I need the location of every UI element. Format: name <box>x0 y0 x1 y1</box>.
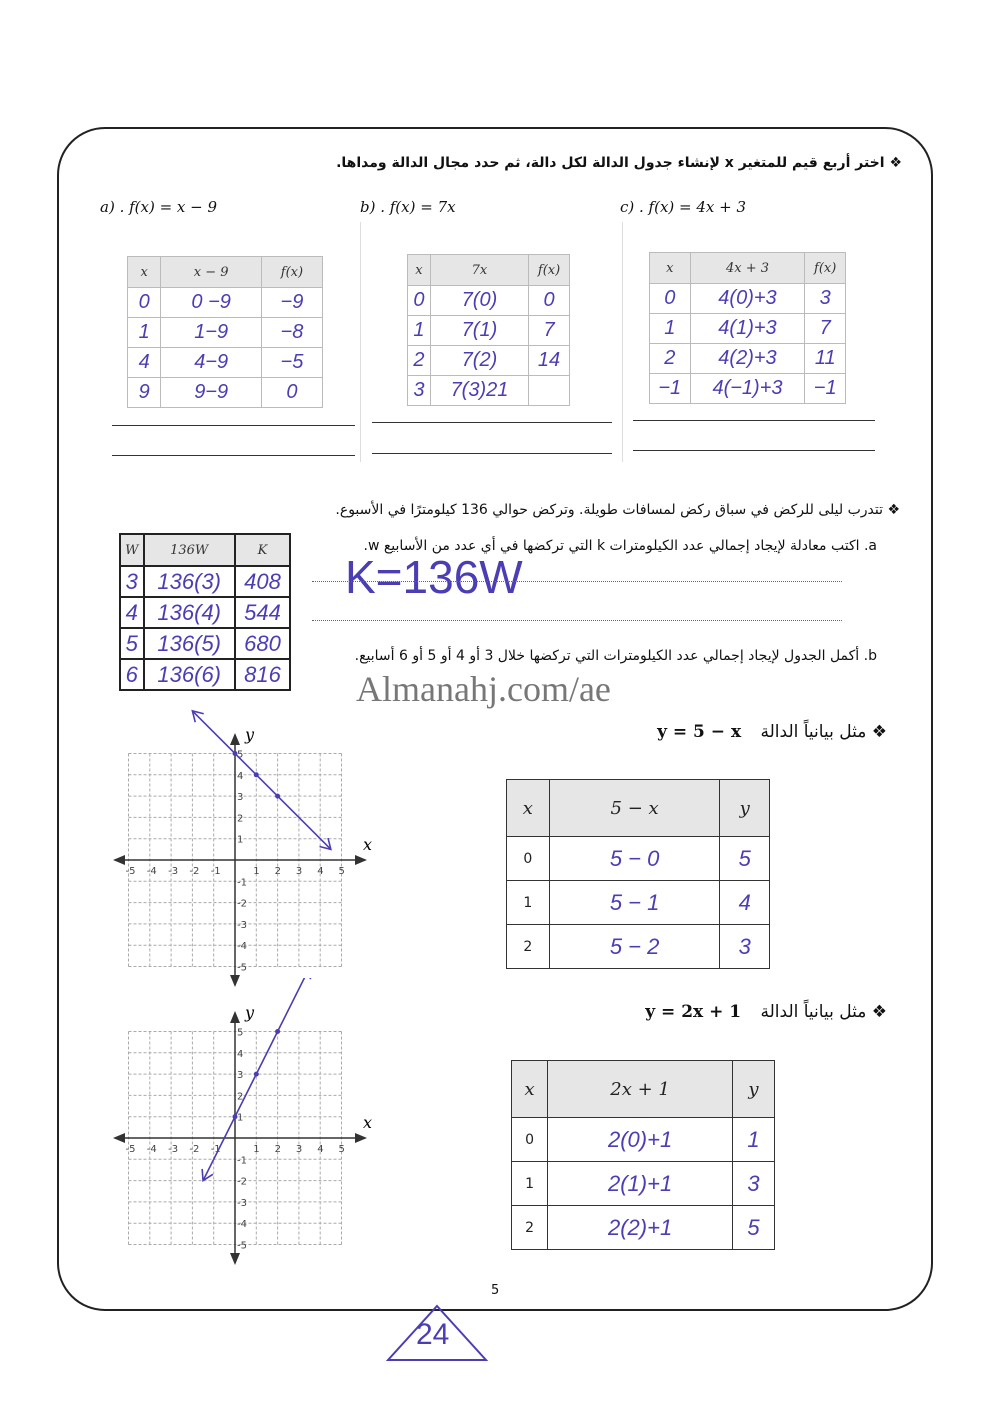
table-cell <box>529 376 570 406</box>
question-b: b. أكمل الجدول لإيجاد إجمالي عدد الكيلومترات التي تركضها خلال 3 أو 4 أو 5 أو 6 أسابيع. <box>354 648 877 664</box>
table-header: x − 9 <box>161 257 262 288</box>
table-row <box>650 284 846 314</box>
y-tick-label: 3 <box>237 1070 244 1082</box>
table-cell: −1 <box>805 374 846 404</box>
table-header: x <box>507 780 550 837</box>
table-header: f(x) <box>529 255 570 286</box>
answer-a: K=136W <box>345 551 523 603</box>
table-cell: 5 − 1 <box>549 881 720 925</box>
function-line <box>192 711 330 849</box>
x-tick-label: -1 <box>210 1144 221 1155</box>
x-tick-label: 4 <box>317 1144 324 1155</box>
table-header: x <box>128 257 161 288</box>
y-tick-label: 4 <box>237 1048 244 1060</box>
table-cell: 5 <box>120 628 144 659</box>
table-cell: 7 <box>529 316 570 346</box>
x-axis-label: x <box>363 1113 373 1132</box>
y-tick-label: 5 <box>237 1027 244 1039</box>
x-tick-label: 3 <box>295 866 303 877</box>
table-cell: 1 <box>507 881 550 925</box>
table-row <box>650 374 846 404</box>
axis-arrow <box>230 733 240 745</box>
table-row <box>120 597 290 628</box>
table-cell: −5 <box>261 348 322 378</box>
table-cell: 0 <box>529 286 570 316</box>
table-row <box>507 881 770 925</box>
y-tick-label: 3 <box>237 792 244 804</box>
x-tick-label: -5 <box>125 1144 136 1155</box>
table-header: f(x) <box>805 253 846 284</box>
table-row <box>512 1118 775 1162</box>
y-tick-label: -3 <box>237 919 247 931</box>
table-row <box>120 628 290 659</box>
plotted-point <box>275 1029 280 1034</box>
table-row <box>120 566 290 597</box>
y-tick-label: -2 <box>237 1176 247 1188</box>
table-header: y <box>733 1061 775 1118</box>
table-cell: 408 <box>235 566 290 597</box>
table-row <box>128 318 323 348</box>
table-cell: 5 − 0 <box>549 837 720 881</box>
table-cell: 4(0)+3 <box>690 284 805 314</box>
table-cell: 0 <box>512 1118 548 1162</box>
table-cell: 1 <box>733 1118 775 1162</box>
table-header: 7x <box>430 255 528 286</box>
table-cell: 0 −9 <box>161 288 262 318</box>
table-cell: 136(4) <box>144 597 235 628</box>
y-tick-label: -1 <box>237 877 247 889</box>
y-tick-label: -2 <box>237 898 247 910</box>
table-cell: 2(2)+1 <box>548 1206 733 1250</box>
watermark: Almanahj.com/ae <box>356 669 611 709</box>
running-table <box>119 533 291 691</box>
table-cell: 544 <box>235 597 290 628</box>
plotted-point <box>233 751 238 756</box>
table-cell: 4(2)+3 <box>690 344 805 374</box>
table-header: 136W <box>144 534 235 566</box>
y-tick-label: -5 <box>237 1240 247 1252</box>
y-axis-label: y <box>245 1003 255 1022</box>
table-cell: 3 <box>733 1162 775 1206</box>
table-cell: 5 − 2 <box>549 925 720 969</box>
table-header: W <box>120 534 144 566</box>
table-row <box>408 316 570 346</box>
table-row <box>507 925 770 969</box>
table-cell: −8 <box>261 318 322 348</box>
table-cell: 2(1)+1 <box>548 1162 733 1206</box>
graph-task-1-label: ❖ مثل بيانياً الدالة <box>760 722 887 742</box>
table-cell: 136(3) <box>144 566 235 597</box>
x-tick-label: 4 <box>317 866 324 877</box>
table-cell: −9 <box>261 288 322 318</box>
function-c-label: c) . f(x) = 4x + 3 <box>620 198 747 216</box>
table-row <box>408 346 570 376</box>
table-cell: 2 <box>650 344 691 374</box>
graph-task-2-label: ❖ مثل بيانياً الدالة <box>760 1002 887 1022</box>
page-number: 5 <box>491 1283 500 1298</box>
table-cell: 0 <box>408 286 431 316</box>
axis-arrow <box>230 1253 240 1265</box>
graph-task-1-equation: y = 5 − x <box>657 722 742 742</box>
instruction: ❖ اختر أربع قيم للمتغير x لإنشاء جدول الدالة لكل دالة، ثم حدد مجال الدالة ومداها. <box>336 155 902 171</box>
x-tick-label: -5 <box>125 866 136 877</box>
y-tick-label: 5 <box>237 749 244 761</box>
table-cell: 4 <box>720 881 770 925</box>
table-header: x <box>408 255 431 286</box>
running-intro: ❖ تتدرب ليلى للركض في سباق ركض لمسافات طويلة. وتركض حوالي 136 كيلومترًا في الأسبوع. <box>335 502 900 518</box>
plotted-point <box>275 794 280 799</box>
table-cell: 136(6) <box>144 659 235 690</box>
y-tick-label: 2 <box>237 1091 244 1103</box>
x-tick-label: -3 <box>168 866 179 877</box>
table-header: K <box>235 534 290 566</box>
x-tick-label: 2 <box>274 866 281 877</box>
table-header: 2x + 1 <box>548 1061 733 1118</box>
table-header: f(x) <box>261 257 322 288</box>
table-row <box>128 378 323 408</box>
table-row <box>128 288 323 318</box>
axis-arrow <box>113 1133 125 1143</box>
table-row <box>408 376 570 406</box>
table-cell: 2 <box>408 346 431 376</box>
table-row <box>507 837 770 881</box>
y-tick-label: -4 <box>237 941 247 953</box>
score: 24 <box>416 1318 450 1351</box>
table-cell: 6 <box>120 659 144 690</box>
y-tick-label: -4 <box>237 1219 247 1231</box>
graph-task-2-equation: y = 2x + 1 <box>645 1002 742 1022</box>
axis-arrow <box>355 855 367 865</box>
table-cell: 5 <box>720 837 770 881</box>
table-cell: 2 <box>507 925 550 969</box>
y-tick-label: -5 <box>237 962 247 974</box>
table-header: y <box>720 780 770 837</box>
table-cell: 9−9 <box>161 378 262 408</box>
table-cell: 4−9 <box>161 348 262 378</box>
function-table-c <box>649 252 846 404</box>
table-cell: 7(2) <box>430 346 528 376</box>
y-tick-label: 4 <box>237 770 244 782</box>
table-row <box>650 314 846 344</box>
y-tick-label: 1 <box>237 1112 244 1124</box>
plotted-point <box>254 772 259 777</box>
graph-task-1 <box>657 722 887 742</box>
x-tick-label: 1 <box>253 866 260 877</box>
x-tick-label: -1 <box>210 866 221 877</box>
graph-task-2 <box>645 1002 887 1022</box>
coordinate-graph-1 <box>105 700 375 1000</box>
question-a: a. اكتب معادلة لإيجاد إجمالي عدد الكيلومترات k التي تركضها في أي عدد من الأسابيع w. <box>363 538 877 554</box>
table-row <box>512 1162 775 1206</box>
table-cell: 136(5) <box>144 628 235 659</box>
table-row <box>120 659 290 690</box>
graph-table-2 <box>511 1060 775 1250</box>
graph-table-1 <box>506 779 770 969</box>
table-cell: 1 <box>512 1162 548 1206</box>
table-cell: 11 <box>805 344 846 374</box>
table-cell: 3 <box>805 284 846 314</box>
table-header: 4x + 3 <box>690 253 805 284</box>
x-tick-label: -2 <box>189 866 200 877</box>
table-header: x <box>512 1061 548 1118</box>
table-cell: 4(1)+3 <box>690 314 805 344</box>
y-axis-label: y <box>245 725 255 744</box>
table-cell: 7(0) <box>430 286 528 316</box>
table-cell: 816 <box>235 659 290 690</box>
function-a-label: a) . f(x) = x − 9 <box>100 198 218 216</box>
x-tick-label: 3 <box>295 1144 303 1155</box>
table-cell: −1 <box>650 374 691 404</box>
table-cell: 0 <box>650 284 691 314</box>
table-header: 5 − x <box>549 780 720 837</box>
table-cell: 9 <box>128 378 161 408</box>
table-cell: 0 <box>128 288 161 318</box>
x-tick-label: 2 <box>274 1144 281 1155</box>
coordinate-graph-2 <box>105 978 375 1278</box>
table-cell: 7(3)21 <box>430 376 528 406</box>
table-cell: 1 <box>408 316 431 346</box>
table-header: x <box>650 253 691 284</box>
table-cell: 5 <box>733 1206 775 1250</box>
x-tick-label: 5 <box>338 1144 345 1155</box>
plotted-point <box>233 1114 238 1119</box>
table-row <box>650 344 846 374</box>
table-row <box>128 348 323 378</box>
y-tick-label: 2 <box>237 813 244 825</box>
y-tick-label: 1 <box>237 834 244 846</box>
table-cell: 2 <box>512 1206 548 1250</box>
table-cell: 3 <box>120 566 144 597</box>
table-cell: 0 <box>261 378 322 408</box>
axis-arrow <box>113 855 125 865</box>
table-cell: 3 <box>408 376 431 406</box>
function-table-a <box>127 256 323 408</box>
table-cell: 4 <box>128 348 161 378</box>
x-tick-label: 1 <box>253 1144 260 1155</box>
axis-arrow <box>355 1133 367 1143</box>
x-tick-label: 5 <box>338 866 345 877</box>
table-cell: 1−9 <box>161 318 262 348</box>
y-tick-label: -3 <box>237 1197 247 1209</box>
table-cell: 2(0)+1 <box>548 1118 733 1162</box>
x-axis-label: x <box>363 835 373 854</box>
y-tick-label: -1 <box>237 1155 247 1167</box>
x-tick-label: -2 <box>189 1144 200 1155</box>
x-tick-label: -3 <box>168 1144 179 1155</box>
function-table-b <box>407 254 570 406</box>
function-b-label: b) . f(x) = 7x <box>360 198 456 216</box>
x-tick-label: -4 <box>146 1144 157 1155</box>
table-cell: 3 <box>720 925 770 969</box>
table-cell: 1 <box>128 318 161 348</box>
table-row <box>512 1206 775 1250</box>
table-cell: 1 <box>650 314 691 344</box>
table-cell: 7(1) <box>430 316 528 346</box>
plotted-point <box>254 1072 259 1077</box>
x-tick-label: -4 <box>146 866 157 877</box>
table-cell: 7 <box>805 314 846 344</box>
table-row <box>408 286 570 316</box>
table-cell: 4 <box>120 597 144 628</box>
table-cell: 14 <box>529 346 570 376</box>
table-cell: 680 <box>235 628 290 659</box>
table-cell: 4(−1)+3 <box>690 374 805 404</box>
axis-arrow <box>230 1011 240 1023</box>
table-cell: 0 <box>507 837 550 881</box>
